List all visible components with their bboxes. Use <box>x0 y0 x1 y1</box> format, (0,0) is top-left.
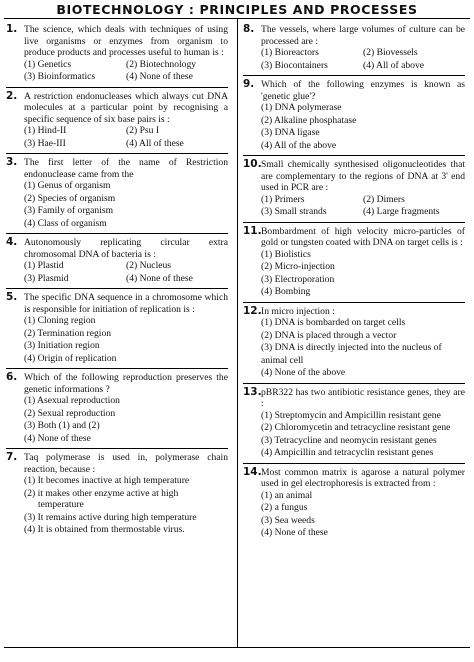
option-row <box>261 47 465 60</box>
option-row <box>261 286 465 299</box>
question-text: Which of the following enzymes is known as 'genetic glue'? <box>261 79 465 102</box>
question-separator <box>243 75 465 76</box>
question-text: Autonomously replicating circular extra chromosomal DNA of bacteria is : <box>24 237 228 260</box>
question-separator <box>6 288 228 289</box>
option-row <box>261 60 465 73</box>
option-row <box>24 218 228 231</box>
answer-option: (3) Plasmid <box>24 272 69 284</box>
question-item <box>243 306 465 380</box>
option-row <box>24 500 228 512</box>
option-row <box>24 59 228 72</box>
question-item <box>243 24 465 72</box>
answer-option: (1) Genus of organism <box>24 180 111 191</box>
answer-option: (2) Psu I <box>126 125 160 136</box>
question-item <box>243 226 465 299</box>
question-text: The vessels, where large volumes of culture can be processed are : <box>261 24 465 47</box>
answer-option: (1) Biolistics <box>261 248 311 260</box>
answer-options <box>261 317 465 380</box>
option-row <box>24 125 228 138</box>
option-row <box>24 328 228 341</box>
option-row <box>261 115 465 128</box>
option-row <box>24 193 228 206</box>
answer-option: (1) It becomes inactive at high temperature <box>24 475 190 486</box>
question-number: 7. <box>6 451 18 463</box>
answer-options <box>24 180 228 230</box>
answer-option: (2) Biotechnology <box>126 58 197 70</box>
question-separator <box>6 448 228 449</box>
question-separator <box>6 368 228 369</box>
answer-option: (3) Small strands <box>261 206 327 217</box>
option-row <box>24 138 228 151</box>
answer-option: (4) Class of organism <box>24 217 107 229</box>
answer-option: (2) Sexual reproduction <box>24 407 116 419</box>
column-divider <box>237 18 238 648</box>
option-row <box>261 102 465 115</box>
question-text: Which of the following reproduction preserves the genetic informations ? <box>24 372 228 395</box>
answer-option: (4) Bombing <box>261 286 311 297</box>
question-number: 5. <box>6 291 18 303</box>
question-separator <box>243 222 465 223</box>
answer-option: (3) Both (1) and (2) <box>24 420 100 431</box>
question-text: The specific DNA sequence in a chromosome which is responsible for initiation of replication is : <box>24 292 228 315</box>
answer-option: (4) All of above <box>363 59 425 71</box>
answer-option: (1) Cloning region <box>24 315 96 326</box>
left-column <box>6 24 228 540</box>
answer-option: (1) DNA is bombarded on target cells <box>261 317 406 328</box>
answer-option: temperature <box>38 499 84 510</box>
answer-option: (1) Bioreactors <box>261 47 319 58</box>
option-row <box>24 71 228 84</box>
option-row <box>261 515 465 528</box>
answer-option: (3) Initiation region <box>24 340 100 351</box>
option-row <box>261 330 465 343</box>
option-row <box>24 340 228 353</box>
question-separator <box>6 87 228 88</box>
option-row <box>261 527 465 540</box>
answer-options <box>24 315 228 365</box>
question-text: Small chemically synthesised oligonucleotides that are complementary to the regions of DNA at 3' end used in PCR are : <box>261 159 465 193</box>
answer-option: (4) Large fragments <box>363 206 440 217</box>
question-item <box>6 292 228 365</box>
option-row <box>261 317 465 330</box>
option-row <box>261 194 465 207</box>
question-number: 8. <box>243 23 255 35</box>
answer-option: (2) Chloromycetin and tetracycline resistant gene <box>261 422 451 433</box>
question-text: In micro injection : <box>261 305 335 317</box>
option-row <box>261 206 465 219</box>
question-separator <box>6 233 228 234</box>
question-number: 13. <box>243 385 262 398</box>
answer-option: (4) Origin of replication <box>24 352 117 364</box>
option-row <box>261 127 465 140</box>
question-number: 2. <box>6 89 18 102</box>
answer-option: (4) None of the above <box>261 367 346 378</box>
question-item <box>243 467 465 540</box>
answer-option: (2) it makes other enzyme active at high <box>24 487 179 499</box>
question-text: A restriction endonucleases which always cut DNA molecules at a particular point by recognising a specific sequence of six base pairs is : <box>24 90 228 125</box>
question-number: 11. <box>243 224 262 237</box>
answer-option: (3) Family of organism <box>24 205 114 216</box>
answer-option: (3) Biocontainers <box>261 59 328 71</box>
answer-option: (2) Termination region <box>24 327 112 339</box>
answer-option: (4) None of these <box>126 71 193 82</box>
answer-option: (3) Hae-III <box>24 137 66 149</box>
answer-option: (2) DNA is placed through a vector <box>261 329 397 341</box>
answer-option: (1) Hind-II <box>24 125 67 136</box>
question-separator <box>6 153 228 154</box>
answer-option: (2) Species of organism <box>24 192 116 204</box>
option-row <box>24 180 228 193</box>
answer-option: (2) Nucleus <box>126 260 172 271</box>
answer-option: (3) It remains active during high temperature <box>24 511 197 523</box>
answer-option: (4) None of these <box>126 272 193 284</box>
answer-option: (1) DNA polymerase <box>261 102 342 113</box>
question-number: 1. <box>6 23 18 35</box>
option-row <box>24 420 228 433</box>
option-row <box>24 353 228 366</box>
question-number: 14. <box>243 465 262 478</box>
answer-option: (3) DNA is directly injected into the nucleus of animal cell <box>261 342 442 366</box>
answer-option: (1) Plastid <box>24 260 64 271</box>
question-separator <box>243 463 465 464</box>
answer-option: (3) DNA ligase <box>261 127 320 138</box>
answer-option: (3) Sea weeds <box>261 514 315 526</box>
answer-option: (2) a fungus <box>261 502 308 513</box>
option-row <box>261 249 465 262</box>
page-title: BIOTECHNOLOGY : PRINCIPLES AND PROCESSES <box>56 1 418 17</box>
option-row <box>261 274 465 287</box>
option-row <box>24 524 228 537</box>
right-column <box>243 24 465 543</box>
answer-option: (4) Ampicillin and tetracyclin resistant genes <box>261 447 434 458</box>
answer-option: (3) Electroporation <box>261 273 335 285</box>
question-text: Most common matrix is agarose a natural polymer used in gel electrophoresis is extracted from : <box>261 466 465 489</box>
question-text: pBR322 has two antibiotic resistance genes, they are : <box>261 386 465 409</box>
question-text: Bombardment of high velocity micro-particles of gold or tungsten coated with DNA on target cells is : <box>261 225 465 248</box>
option-row <box>24 512 228 525</box>
question-text: The science, which deals with techniques of using live organisms or enzymes from organism to produce products and processes useful to human is : <box>24 24 228 58</box>
answer-option: (2) Micro-injection <box>261 261 335 272</box>
question-number: 9. <box>243 78 255 90</box>
question-separator <box>243 302 465 303</box>
option-row <box>261 447 465 460</box>
option-row <box>261 502 465 515</box>
question-separator <box>243 383 465 384</box>
answer-option: (4) All of these <box>126 137 184 149</box>
question-item <box>243 79 465 152</box>
option-row <box>24 273 228 286</box>
question-item <box>6 91 228 151</box>
question-number: 4. <box>6 236 18 248</box>
answer-options <box>24 260 228 285</box>
option-row <box>24 315 228 328</box>
option-row <box>24 395 228 408</box>
option-row <box>261 410 465 423</box>
question-item <box>6 372 228 445</box>
answer-options <box>261 490 465 540</box>
answer-options <box>261 47 465 72</box>
answer-options <box>24 59 228 84</box>
question-item <box>6 452 228 537</box>
answer-option: (2) Dimers <box>363 193 405 205</box>
answer-option: (1) Primers <box>261 193 305 205</box>
option-row <box>261 490 465 503</box>
question-number: 6. <box>6 371 18 383</box>
question-separator <box>243 155 465 156</box>
option-row <box>261 435 465 448</box>
answer-option: (3) Bioinformatics <box>24 71 96 82</box>
answer-options <box>24 475 228 537</box>
question-item <box>6 237 228 285</box>
answer-options <box>261 410 465 460</box>
option-row <box>24 408 228 421</box>
option-row <box>261 367 465 380</box>
option-row <box>261 261 465 274</box>
question-item <box>6 24 228 84</box>
question-number: 12. <box>243 304 262 317</box>
answer-option: (1) Streptomycin and Ampicillin resistant gene <box>261 409 441 421</box>
answer-option: (4) None of these <box>261 527 328 538</box>
answer-option: (3) Tetracycline and neomycin resistant genes <box>261 434 437 446</box>
option-row <box>24 205 228 218</box>
question-text: Taq polymerase is used in, polymerase chain reaction, because : <box>24 452 228 475</box>
answer-option: (4) None of these <box>24 432 91 444</box>
question-number: 3. <box>6 156 18 168</box>
question-item <box>243 159 465 219</box>
answer-options <box>24 395 228 445</box>
option-row <box>24 260 228 273</box>
option-row <box>261 422 465 435</box>
answer-options <box>24 125 228 150</box>
answer-options <box>261 194 465 219</box>
question-number: 10. <box>243 158 262 170</box>
option-row <box>261 342 465 367</box>
answer-option: (2) Alkaline phosphatase <box>261 114 357 126</box>
answer-option: (1) Genetics <box>24 58 72 70</box>
question-item <box>243 387 465 460</box>
answer-option: (4) It is obtained from thermostable virus. <box>24 524 185 535</box>
answer-options <box>261 102 465 152</box>
option-row <box>261 140 465 153</box>
answer-option: (1) Asexual reproduction <box>24 395 120 406</box>
answer-option: (4) All of the above <box>261 139 337 151</box>
answer-option: (1) an animal <box>261 489 313 501</box>
question-item <box>6 157 228 230</box>
answer-options <box>261 249 465 299</box>
question-text: The first letter of the name of Restriction endonuclease came from the <box>24 157 228 180</box>
option-row <box>24 475 228 488</box>
answer-option: (2) Biovessels <box>363 47 418 58</box>
option-row <box>24 433 228 446</box>
